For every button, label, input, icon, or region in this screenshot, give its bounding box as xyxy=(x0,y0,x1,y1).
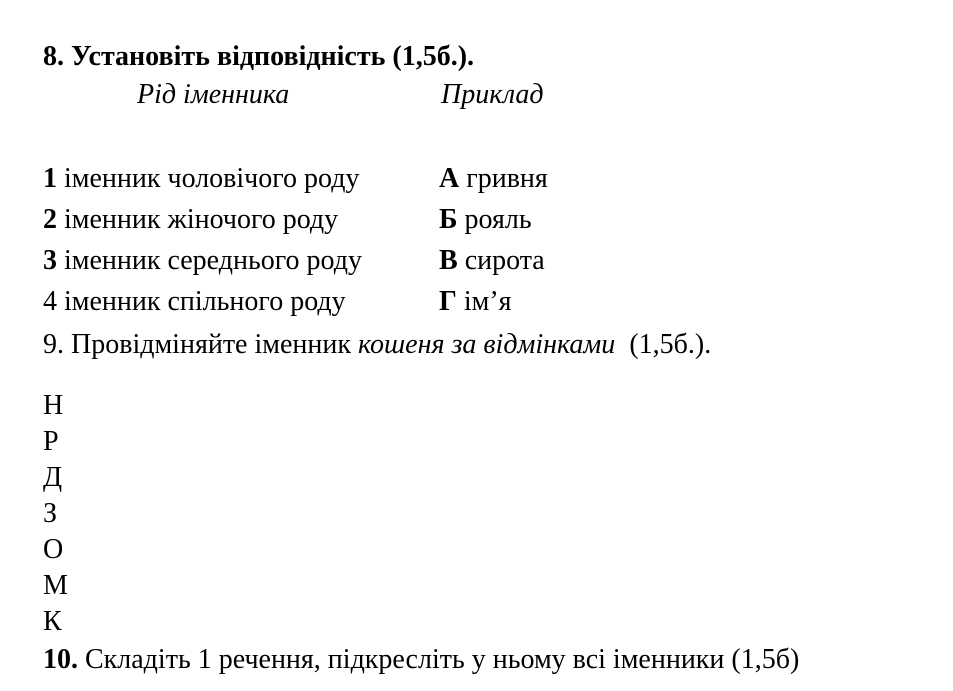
row-example: рояль xyxy=(464,204,532,235)
case-label: З xyxy=(43,498,58,529)
case-label: Н xyxy=(43,390,64,421)
row-right-2 xyxy=(439,206,532,234)
row-left-1 xyxy=(43,165,359,193)
task8-number: 8. xyxy=(43,41,64,72)
task9-heading xyxy=(43,331,711,359)
task8-heading xyxy=(43,43,474,71)
task8-title: Установіть відповідність (1,5б.). xyxy=(71,41,475,72)
row-example: гривня xyxy=(466,163,548,194)
case-label: Р xyxy=(43,426,59,457)
column-header-gender: Рід іменника xyxy=(137,79,290,110)
row-text: іменник спільного роду xyxy=(64,286,346,317)
task10-number: 10. xyxy=(43,644,78,675)
row-left-4 xyxy=(43,288,346,316)
case-label: М xyxy=(43,570,68,601)
row-letter: Г xyxy=(439,286,457,317)
task9-suffix: (1,5б.). xyxy=(615,329,712,360)
row-number: 3 xyxy=(43,245,57,276)
row-left-3 xyxy=(43,247,362,275)
row-right-4 xyxy=(439,288,512,316)
row-number: 2 xyxy=(43,204,57,235)
row-left-2 xyxy=(43,206,338,234)
row-letter: А xyxy=(439,163,460,194)
task10-text: Складіть 1 речення, підкресліть у ньому всі іменники (1,5б) xyxy=(78,644,800,675)
row-text: іменник середнього роду xyxy=(64,245,362,276)
row-right-1 xyxy=(439,165,548,193)
row-number: 1 xyxy=(43,163,57,194)
column-header-example: Приклад xyxy=(441,79,544,110)
row-number: 4 xyxy=(43,286,57,317)
task9-prefix: 9. Провідміняйте іменник xyxy=(43,329,358,360)
case-label: Д xyxy=(43,462,63,493)
row-text: іменник жіночого роду xyxy=(64,204,339,235)
row-letter: Б xyxy=(439,204,458,235)
row-right-3 xyxy=(439,247,545,275)
case-label: О xyxy=(43,534,64,565)
row-example: ім’я xyxy=(463,286,512,317)
task10-heading xyxy=(43,646,799,674)
row-example: сирота xyxy=(464,245,545,276)
row-letter: В xyxy=(439,245,458,276)
case-label: К xyxy=(43,606,62,637)
row-text: іменник чоловічого роду xyxy=(64,163,360,194)
task9-italic: кошеня за відмінками xyxy=(357,329,616,360)
